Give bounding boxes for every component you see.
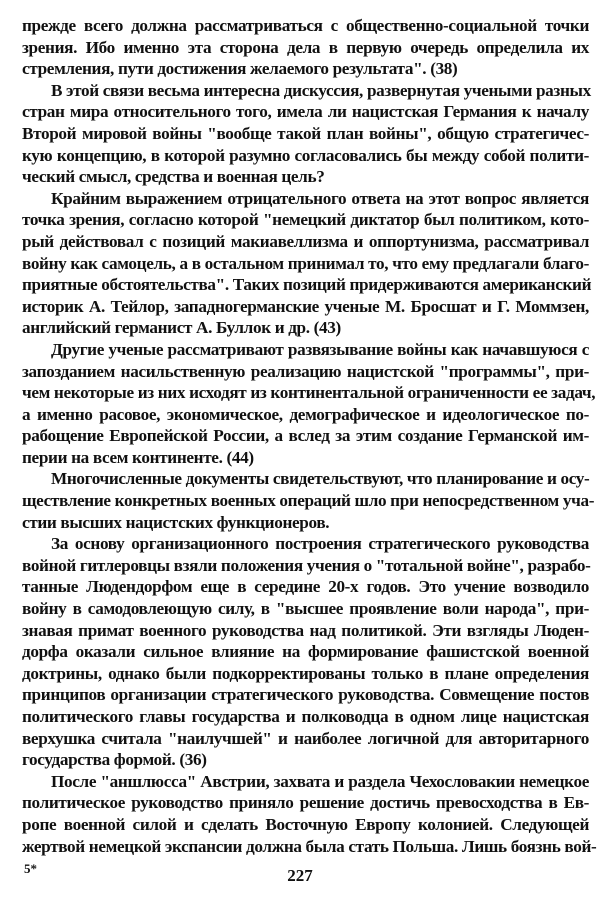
text-line: принципов организации стратегического руководства. Совмещение постов: [22, 685, 589, 705]
text-line: дорфа оказали сильное влияние на формирование фашистской военной: [22, 642, 589, 662]
text-line: ществление конкретных военных операций шло при непосредственном уча-: [22, 491, 595, 511]
text-line: верхушка считала "наилучшей" и наиболее логичной для авторитарного: [22, 728, 589, 748]
text-line: ропе военной силой и сделать Восточную Европу колонией. Следующей: [22, 814, 589, 834]
page-number: 227: [287, 866, 313, 885]
text-line: рый действовал с позиций макиавеллизма и оппортунизма, рассматривал: [22, 231, 589, 251]
text-line: танные Людендорфом еще в середине 20-х годов. Это учение возводило: [22, 577, 589, 597]
text-line: политического главы государства и полководца в одном лице нацистская: [22, 707, 589, 726]
text-line: стран мира относительного того, имела ли нацистская Германия к началу: [22, 102, 589, 122]
paragraph-first-line: За основу организационного построения стратегического руководства: [51, 534, 589, 554]
text-line: Второй мировой войны "вообще такой план войны", общую стратегичес-: [22, 123, 589, 143]
paragraph-first-line: После "аншлюсса" Австрии, захвата и раздела Чехословакии немецкое: [51, 771, 589, 791]
text-line: ческий смысл, средства и военная цель?: [22, 167, 325, 187]
text-line: кую концепцию, в которой разумно согласовались бы между собой полити-: [22, 145, 589, 165]
text-line: рабощение Европейской России, а вслед за этим создание Германской им-: [22, 426, 589, 446]
text-line: историк А. Тейлор, западногерманские ученые М. Бросшат и Г. Моммзен,: [22, 296, 589, 316]
text-line: а именно расовое, экономическое, демографическое и идеологическое по-: [22, 404, 589, 424]
text-line: жертвой немецкой экспансии должна была стать Польша. Лишь боязнь вой-: [22, 836, 597, 856]
text-line: приятные обстоятельства". Таких позиций придерживаются американский: [22, 275, 592, 295]
paragraph-first-line: В этой связи весьма интересна дискуссия, развернутая учеными разных: [51, 80, 591, 100]
text-line: политическое руководство приняло решение достичь превосходства в Ев-: [22, 793, 589, 813]
text-line: государства формой. (36): [22, 750, 207, 770]
text-line: запозданием насильственную реализацию нацистской "программы", при-: [22, 361, 589, 381]
text-line: перии на всем континенте. (44): [22, 447, 254, 467]
text-line: стии высших нацистских функционеров.: [22, 512, 330, 532]
paragraph-first-line: Многочисленные документы свидетельствуют, что планирование и осу-: [51, 469, 590, 489]
text-line: стремления, пути достижения желаемого результата". (38): [22, 59, 458, 79]
text-line: английский германист А. Буллок и др. (43): [22, 318, 341, 338]
text-line: прежде всего должна рассматриваться с общественно-социальной точки: [22, 16, 589, 35]
text-line: точка зрения, согласно которой "немецкий диктатор был политиком, кото-: [22, 210, 589, 230]
text-line: войну как самоцель, а в остальном принимал то, что ему предлагали благо-: [22, 253, 589, 273]
page-body: [22, 15, 597, 857]
signature-mark: 5*: [24, 861, 37, 876]
text-line: доктрины, однако были подкорректированы только в плане определения: [22, 663, 589, 683]
text-line: знавая примат военного руководства над политикой. Эти взгляды Люден-: [22, 620, 589, 640]
text-line: зрения. Ибо именно эта сторона дела в первую очередь определила их: [22, 37, 589, 57]
text-line: войной гитлеровцы взяли положения учения о "тотальной войне", разрабо-: [22, 555, 591, 575]
paragraph-first-line: Крайним выражением отрицательного ответа на этот вопрос является: [51, 188, 589, 208]
text-line: войну в самодовлеющую силу, в "высшее проявление воли народа", при-: [22, 599, 589, 619]
text-line: чем некоторые из них исходят из континентальной ограниченности ее задач,: [22, 383, 596, 403]
paragraph-first-line: Другие ученые рассматривают развязывание войны как начавшуюся с: [51, 339, 589, 359]
